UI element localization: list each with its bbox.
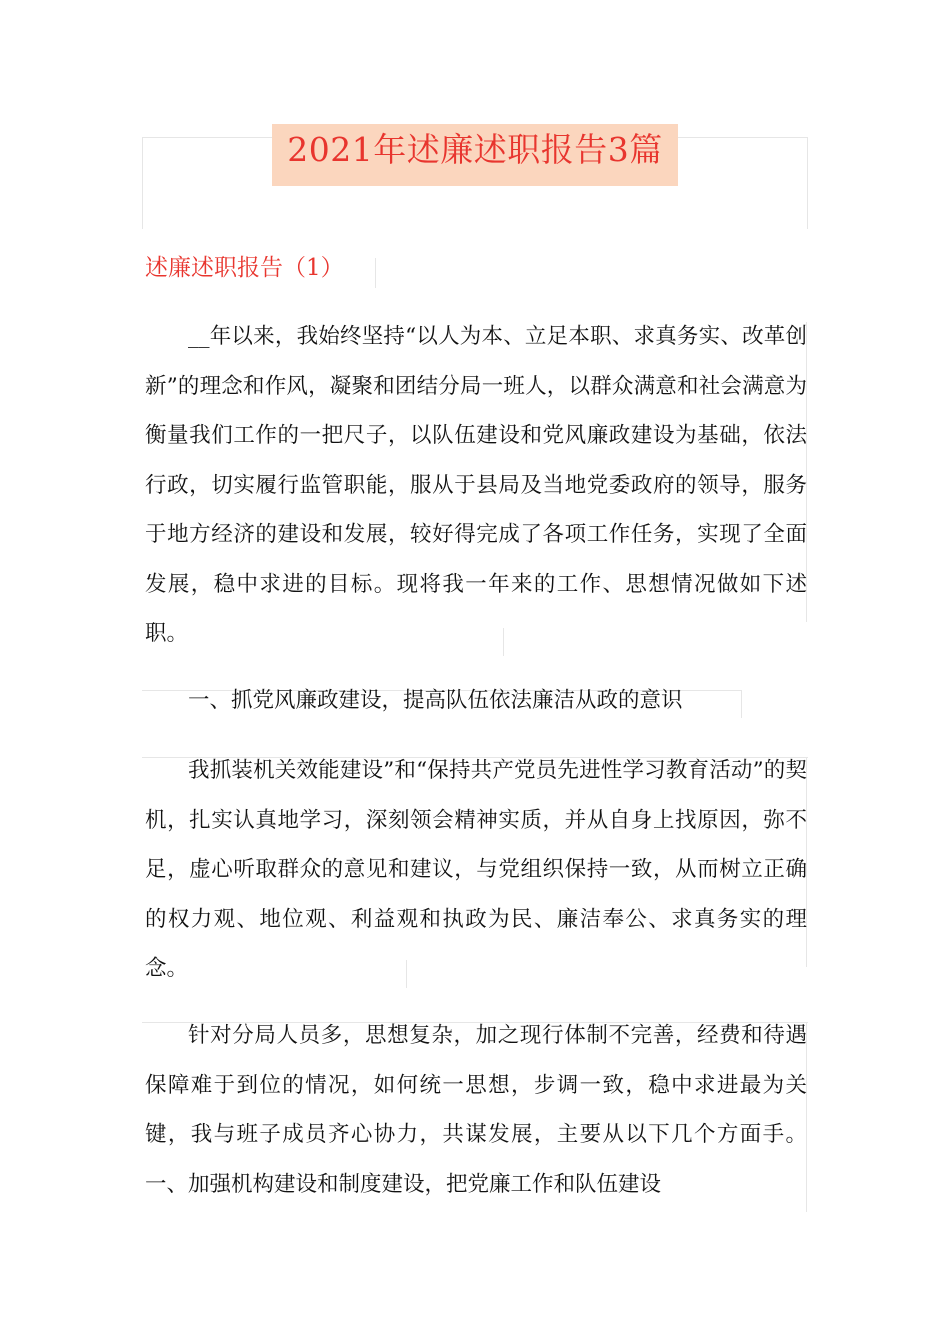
paragraph-3: 针对分局人员多，思想复杂，加之现行体制不完善，经费和待遇保障难于到位的情况，如何统一思想，步调一致，稳中求进最为关键，我与班子成员齐心协力，共谋发展，主要从以下几个方面手。一、加强机构建设和制度建设，把党廉工作和队伍建设 [145,1023,807,1197]
paragraph-2: 我抓装机关效能建设”和“保持共产党员先进性学习教育活动”的契机，扎实认真地学习，深刻领会精神实质，并从自身上找原因，弥不足，虚心听取群众的意见和建议，与党组织保持一致，从而树立正确的权力观、地位观、利益观和执政为民、廉洁奉公、求真务实的理念。 [145,758,807,981]
frame-line [142,137,143,229]
subheading-1: 一、抓党风廉政建设，提高队伍依法廉洁从政的意识 [188,688,683,713]
section-heading: 述廉述职报告（1） [145,255,344,281]
frame-line [375,258,376,288]
frame-line [807,137,808,229]
document-title: 2021年述廉述职报告3篇 [287,130,663,169]
paragraph-1: __年以来，我始终坚持“以人为本、立足本职、求真务实、改革创新”的理念和作风，凝聚和团结分局一班人，以群众满意和社会满意为衡量我们工作的一把尺子，以队伍建设和党风廉政建设为基础，依法行政，切实履行监管职能，服从于县局及当地党委政府的领导，服务于地方经济的建设和发展，较好得完成了各项工作任务，实现了全面发展，稳中求进的目标。现将我一年来的工作、思想情况做如下述职。 [145,324,807,646]
